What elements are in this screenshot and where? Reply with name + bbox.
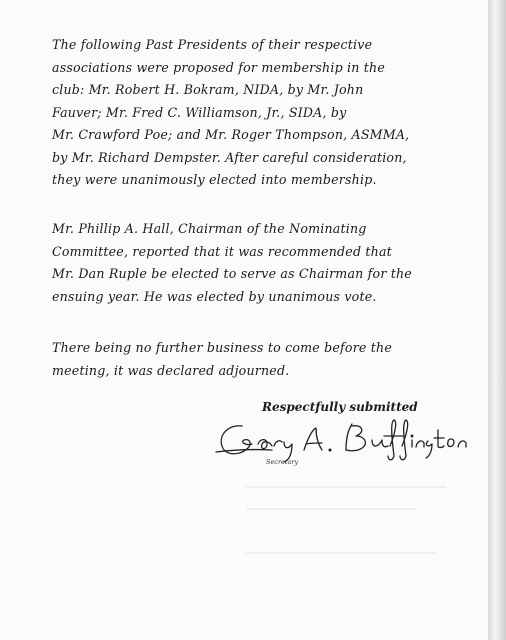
text-line: Mr. Phillip A. Hall, Chairman of the Nominating (52, 221, 367, 236)
text-line: they were unanimously elected into membership. (52, 172, 377, 187)
paragraph-nominating-committee (52, 218, 472, 308)
text-line: There being no further business to come before the (52, 340, 392, 355)
handwritten-signature (212, 416, 472, 466)
text-line: meeting, it was declared adjourned. (52, 362, 290, 378)
paragraph-adjournment (52, 337, 472, 382)
show-through-line (246, 508, 416, 510)
show-through-line (246, 486, 446, 488)
text-line: club: Mr. Robert H. Bokram, NIDA, by Mr. John (52, 82, 364, 97)
closing-phrase: Respectfully submitted (262, 400, 418, 414)
show-through-line (246, 552, 436, 554)
book-spine (488, 0, 506, 640)
secretary-label: Secretary (266, 458, 299, 466)
text-line: Fauver; Mr. Fred C. Williamson, Jr., SIDA, by (52, 104, 347, 120)
text-line: by Mr. Richard Dempster. After careful consideration, (52, 149, 407, 165)
text-line: Mr. Dan Ruple be elected to serve as Chairman for the (52, 266, 412, 281)
text-line: ensuing year. He was elected by unanimous vote. (52, 288, 377, 304)
text-line: The following Past Presidents of their respective (52, 37, 373, 52)
text-line: associations were proposed for membership in the (52, 59, 386, 75)
text-line: Mr. Crawford Poe; and Mr. Roger Thompson, ASMMA, (52, 127, 410, 142)
text-line: Committee, reported that it was recommended that (52, 243, 392, 259)
paragraph-past-presidents (52, 34, 472, 192)
